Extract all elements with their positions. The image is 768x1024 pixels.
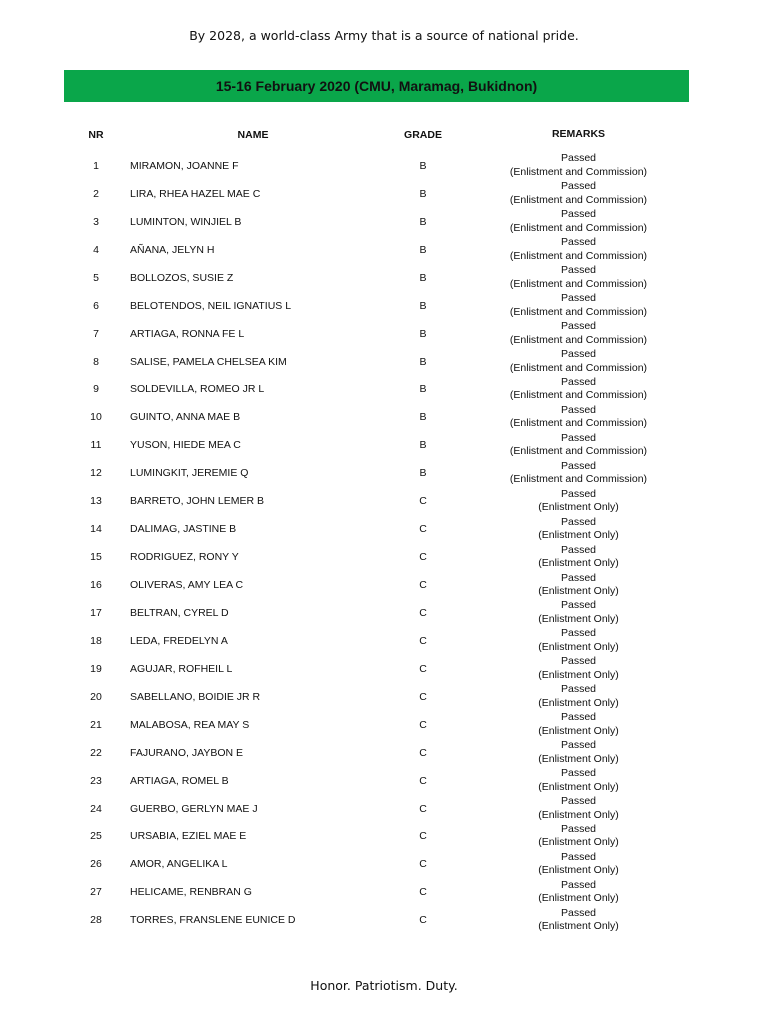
event-banner [64, 70, 689, 102]
row-number: 6 [93, 299, 99, 312]
table-row [64, 571, 689, 599]
table-row [64, 180, 689, 208]
row-remarks [468, 907, 689, 934]
row-number: 7 [93, 327, 99, 340]
table-row [64, 739, 689, 767]
row-name: ARTIAGA, RONNA FE L [130, 327, 245, 340]
row-number: 10 [90, 411, 102, 424]
row-name: MALABOSA, REA MAY S [130, 718, 250, 731]
row-grade: C [419, 914, 427, 927]
row-grade: B [419, 327, 427, 340]
remark-status: Passed [560, 822, 597, 835]
remark-status: Passed [560, 264, 597, 277]
event-title: 15-16 February 2020 (CMU, Maramag, Bukidnon) [215, 78, 538, 94]
row-grade: B [419, 299, 427, 312]
row-remarks [468, 348, 689, 375]
row-number: 24 [90, 802, 102, 815]
row-remarks [468, 739, 689, 766]
row-grade: B [419, 159, 427, 172]
remark-detail: (Enlistment and Commission) [509, 305, 648, 318]
row-remarks [468, 264, 689, 291]
row-number: 3 [93, 215, 99, 228]
remark-detail: (Enlistment and Commission) [509, 277, 648, 290]
table-row [64, 878, 689, 906]
table-header [64, 126, 689, 144]
table-row [64, 711, 689, 739]
row-number: 23 [90, 774, 102, 787]
row-number: 14 [90, 523, 102, 536]
remark-detail: (Enlistment and Commission) [509, 193, 648, 206]
row-grade: B [419, 271, 427, 284]
header-motto: By 2028, a world-class Army that is a source of national pride. [189, 28, 579, 43]
row-remarks [468, 292, 689, 319]
remark-detail: (Enlistment and Commission) [509, 221, 648, 234]
remark-detail: (Enlistment Only) [538, 612, 619, 625]
row-number: 18 [90, 634, 102, 647]
row-remarks [468, 767, 689, 794]
remark-status: Passed [560, 320, 597, 333]
table-row [64, 655, 689, 683]
row-remarks [468, 823, 689, 850]
row-remarks [468, 879, 689, 906]
row-remarks [468, 180, 689, 207]
row-number: 17 [90, 606, 102, 619]
row-remarks [468, 208, 689, 235]
remark-detail: (Enlistment Only) [538, 557, 619, 570]
row-remarks [468, 404, 689, 431]
table-row [64, 152, 689, 180]
row-name: AÑANA, JELYN H [130, 243, 215, 256]
table-row [64, 459, 689, 487]
remark-detail: (Enlistment Only) [538, 529, 619, 542]
footer-motto: Honor. Patriotism. Duty. [310, 978, 458, 993]
remark-status: Passed [560, 180, 597, 193]
remark-status: Passed [560, 375, 597, 388]
row-grade: B [419, 243, 427, 256]
row-remarks [468, 516, 689, 543]
row-name: BELOTENDOS, NEIL IGNATIUS L [130, 299, 292, 312]
row-name: GUINTO, ANNA MAE B [130, 411, 241, 424]
table-row [64, 431, 689, 459]
row-grade: C [419, 802, 427, 815]
row-grade: C [419, 830, 427, 843]
column-header-grade: GRADE [404, 129, 442, 141]
remark-detail: (Enlistment Only) [538, 640, 619, 653]
row-remarks [468, 683, 689, 710]
remark-detail: (Enlistment Only) [538, 501, 619, 514]
row-number: 26 [90, 858, 102, 871]
row-name: BELTRAN, CYREL D [130, 606, 229, 619]
row-grade: B [419, 467, 427, 480]
table-body [64, 152, 689, 934]
row-remarks [468, 544, 689, 571]
remark-detail: (Enlistment Only) [538, 752, 619, 765]
row-remarks [468, 488, 689, 515]
table-row [64, 599, 689, 627]
row-grade: C [419, 495, 427, 508]
row-remarks [468, 236, 689, 263]
remark-detail: (Enlistment Only) [538, 585, 619, 598]
remark-status: Passed [560, 152, 597, 165]
row-number: 19 [90, 662, 102, 675]
row-grade: C [419, 858, 427, 871]
remark-detail: (Enlistment and Commission) [509, 361, 648, 374]
row-grade: C [419, 634, 427, 647]
remark-detail: (Enlistment Only) [538, 892, 619, 905]
column-header-name: NAME [237, 129, 269, 141]
row-remarks [468, 320, 689, 347]
remark-status: Passed [560, 431, 597, 444]
row-remarks [468, 376, 689, 403]
row-grade: C [419, 662, 427, 675]
row-number: 2 [93, 187, 99, 200]
table-row [64, 292, 689, 320]
row-grade: C [419, 606, 427, 619]
remark-status: Passed [560, 655, 597, 668]
row-name: SALISE, PAMELA CHELSEA KIM [130, 355, 287, 368]
remark-detail: (Enlistment Only) [538, 668, 619, 681]
row-number: 4 [93, 243, 99, 256]
remark-detail: (Enlistment and Commission) [509, 333, 648, 346]
table-row [64, 823, 689, 851]
remark-detail: (Enlistment Only) [538, 724, 619, 737]
remark-status: Passed [560, 683, 597, 696]
remark-detail: (Enlistment and Commission) [509, 445, 648, 458]
table-row [64, 264, 689, 292]
row-name: GUERBO, GERLYN MAE J [130, 802, 258, 815]
row-grade: C [419, 774, 427, 787]
row-number: 9 [93, 383, 99, 396]
remark-detail: (Enlistment and Commission) [509, 389, 648, 402]
row-grade: C [419, 523, 427, 536]
row-name: DALIMAG, JASTINE B [130, 523, 237, 536]
row-grade: C [419, 746, 427, 759]
row-name: HELICAME, RENBRAN G [130, 886, 252, 899]
row-name: AMOR, ANGELIKA L [130, 858, 228, 871]
row-grade: B [419, 383, 427, 396]
row-name: LUMINTON, WINJIEL B [130, 215, 242, 228]
row-name: LEDA, FREDELYN A [130, 634, 228, 647]
table-row [64, 627, 689, 655]
remark-detail: (Enlistment Only) [538, 864, 619, 877]
row-name: AGUJAR, ROFHEIL L [130, 662, 233, 675]
row-remarks [468, 599, 689, 626]
row-grade: C [419, 551, 427, 564]
row-number: 5 [93, 271, 99, 284]
remark-status: Passed [560, 403, 597, 416]
row-name: BOLLOZOS, SUSIE Z [130, 271, 234, 284]
row-grade: C [419, 579, 427, 592]
remark-status: Passed [560, 878, 597, 891]
row-name: SABELLANO, BOIDIE JR R [130, 690, 261, 703]
remark-detail: (Enlistment Only) [538, 780, 619, 793]
row-name: MIRAMON, JOANNE F [130, 159, 239, 172]
table-row [64, 348, 689, 376]
remark-detail: (Enlistment Only) [538, 696, 619, 709]
remark-status: Passed [560, 571, 597, 584]
row-number: 1 [93, 159, 99, 172]
column-header-nr: NR [88, 129, 104, 141]
row-remarks [468, 627, 689, 654]
table-row [64, 403, 689, 431]
remark-detail: (Enlistment Only) [538, 836, 619, 849]
remark-status: Passed [560, 543, 597, 556]
row-remarks [468, 432, 689, 459]
row-grade: B [419, 215, 427, 228]
row-remarks [468, 851, 689, 878]
row-grade: B [419, 439, 427, 452]
remark-status: Passed [560, 348, 597, 361]
row-name: SOLDEVILLA, ROMEO JR L [130, 383, 265, 396]
table-row [64, 906, 689, 934]
row-number: 11 [90, 439, 102, 452]
row-grade: B [419, 355, 427, 368]
table-row [64, 376, 689, 404]
row-name: LUMINGKIT, JEREMIE Q [130, 467, 249, 480]
row-remarks [468, 460, 689, 487]
results-table [64, 126, 689, 934]
remark-status: Passed [560, 515, 597, 528]
row-name: URSABIA, EZIEL MAE E [130, 830, 247, 843]
row-grade: B [419, 187, 427, 200]
column-header-remarks: REMARKS [551, 128, 606, 141]
table-row [64, 683, 689, 711]
row-remarks [468, 655, 689, 682]
table-row [64, 487, 689, 515]
row-name: LIRA, RHEA HAZEL MAE C [130, 187, 261, 200]
row-grade: B [419, 411, 427, 424]
remark-status: Passed [560, 767, 597, 780]
table-row [64, 795, 689, 823]
row-remarks [468, 711, 689, 738]
row-grade: C [419, 718, 427, 731]
table-row [64, 208, 689, 236]
remark-status: Passed [560, 850, 597, 863]
remark-status: Passed [560, 236, 597, 249]
remark-detail: (Enlistment and Commission) [509, 165, 648, 178]
table-row [64, 236, 689, 264]
row-grade: C [419, 886, 427, 899]
row-number: 22 [90, 746, 102, 759]
row-name: BARRETO, JOHN LEMER B [130, 495, 264, 508]
remark-status: Passed [560, 459, 597, 472]
remark-status: Passed [560, 208, 597, 221]
table-row [64, 320, 689, 348]
row-number: 16 [90, 579, 102, 592]
row-number: 13 [90, 495, 102, 508]
row-name: ARTIAGA, ROMEL B [130, 774, 229, 787]
remark-status: Passed [560, 292, 597, 305]
row-remarks [468, 795, 689, 822]
row-name: YUSON, HIEDE MEA C [130, 439, 241, 452]
table-row [64, 543, 689, 571]
row-name: RODRIGUEZ, RONY Y [130, 551, 239, 564]
remark-detail: (Enlistment Only) [538, 808, 619, 821]
row-name: TORRES, FRANSLENE EUNICE D [130, 914, 296, 927]
remark-detail: (Enlistment and Commission) [509, 249, 648, 262]
row-number: 27 [90, 886, 102, 899]
remark-status: Passed [560, 599, 597, 612]
row-remarks [468, 572, 689, 599]
table-row [64, 850, 689, 878]
row-number: 12 [90, 467, 102, 480]
remark-status: Passed [560, 906, 597, 919]
remark-detail: (Enlistment and Commission) [509, 473, 648, 486]
table-row [64, 767, 689, 795]
row-number: 15 [90, 551, 102, 564]
table-row [64, 515, 689, 543]
row-name: OLIVERAS, AMY LEA C [130, 579, 244, 592]
row-number: 25 [90, 830, 102, 843]
remark-status: Passed [560, 711, 597, 724]
row-remarks [468, 152, 689, 179]
remark-status: Passed [560, 795, 597, 808]
row-number: 20 [90, 690, 102, 703]
row-name: FAJURANO, JAYBON E [130, 746, 243, 759]
row-number: 21 [90, 718, 102, 731]
remark-status: Passed [560, 739, 597, 752]
remark-status: Passed [560, 627, 597, 640]
remark-status: Passed [560, 487, 597, 500]
remark-detail: (Enlistment and Commission) [509, 417, 648, 430]
row-number: 28 [90, 914, 102, 927]
remark-detail: (Enlistment Only) [538, 920, 619, 933]
row-grade: C [419, 690, 427, 703]
row-number: 8 [93, 355, 99, 368]
